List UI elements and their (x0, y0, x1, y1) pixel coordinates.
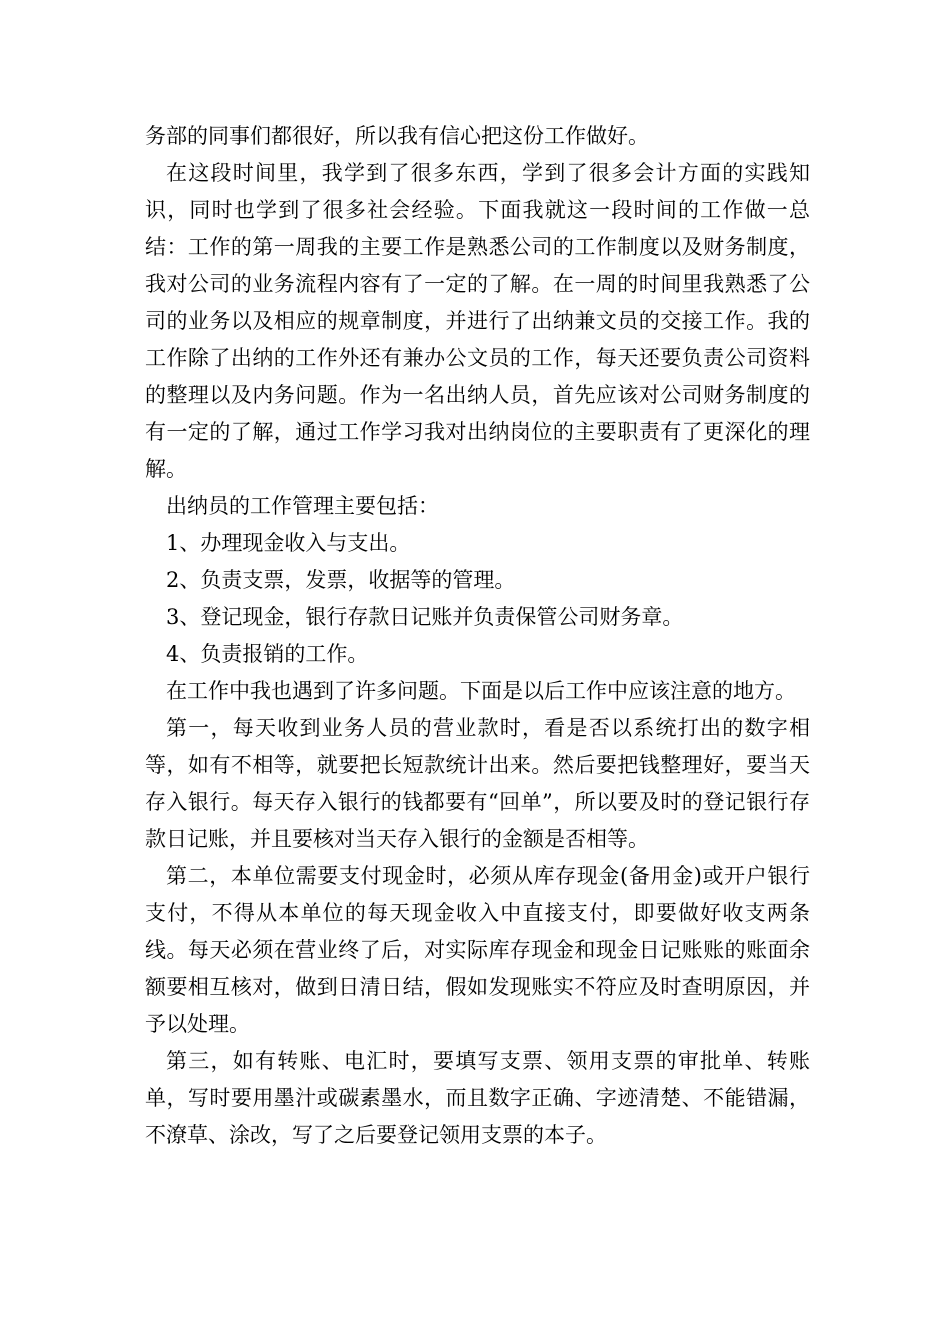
list-item-duty-3: 3、登记现金，银行存款日记账并负责保管公司财务章。 (166, 605, 684, 629)
paragraph-duties-intro: 出纳员的工作管理主要包括： (166, 494, 439, 518)
document-page (145, 118, 810, 1154)
paragraph-point-third: 第三，如有转账、电汇时，要填写支票、领用支票的审批单、转账单，写时要用墨汁或碳素墨水，而且数字正确、字迹清楚、不能错漏，不潦草、涂改，写了之后要登记领用支票的本子。 (145, 1049, 810, 1147)
paragraph-summary: 在这段时间里，我学到了很多东西，学到了很多会计方面的实践知识，同时也学到了很多社会经验。下面我就这一段时间的工作做一总结：工作的第一周我的主要工作是熟悉公司的工作制度以及财务制度，我对公司的业务流程内容有了一定的了解。在一周的时间里我熟悉了公司的业务以及相应的规章制度，并进行了出纳兼文员的交接工作。我的工作除了出纳的工作外还有兼办公文员的工作，每天还要负责公司资料的整理以及内务问题。作为一名出纳人员，首先应该对公司财务制度的有一定的了解，通过工作学习我对出纳岗位的主要职责有了更深化的理解。 (145, 161, 810, 481)
list-item-duty-2: 2、负责支票，发票，收据等的管理。 (166, 568, 516, 592)
paragraph-problems-intro: 在工作中我也遇到了许多问题。下面是以后工作中应该注意的地方。 (166, 679, 796, 703)
list-item-duty-4: 4、负责报销的工作。 (166, 642, 369, 666)
paragraph-point-second: 第二，本单位需要支付现金时，必须从库存现金(备用金)或开户银行支付，不得从本单位的每天现金收入中直接支付，即要做好收支两条线。每天必须在营业终了后，对实际库存现金和现金日记账账的账面余额要相互核对，做到日清日结，假如发现账实不符应及时查明原因，并予以处理。 (145, 864, 810, 1036)
paragraph-continuation: 务部的同事们都很好，所以我有信心把这份工作做好。 (145, 124, 649, 148)
list-item-duty-1: 1、办理现金收入与支出。 (166, 531, 411, 555)
paragraph-point-first: 第一，每天收到业务人员的营业款时，看是否以系统打出的数字相等，如有不相等，就要把长短款统计出来。然后要把钱整理好，要当天存入银行。每天存入银行的钱都要有“回单”，所以要及时的登记银行存款日记账，并且要核对当天存入银行的金额是否相等。 (145, 716, 810, 851)
